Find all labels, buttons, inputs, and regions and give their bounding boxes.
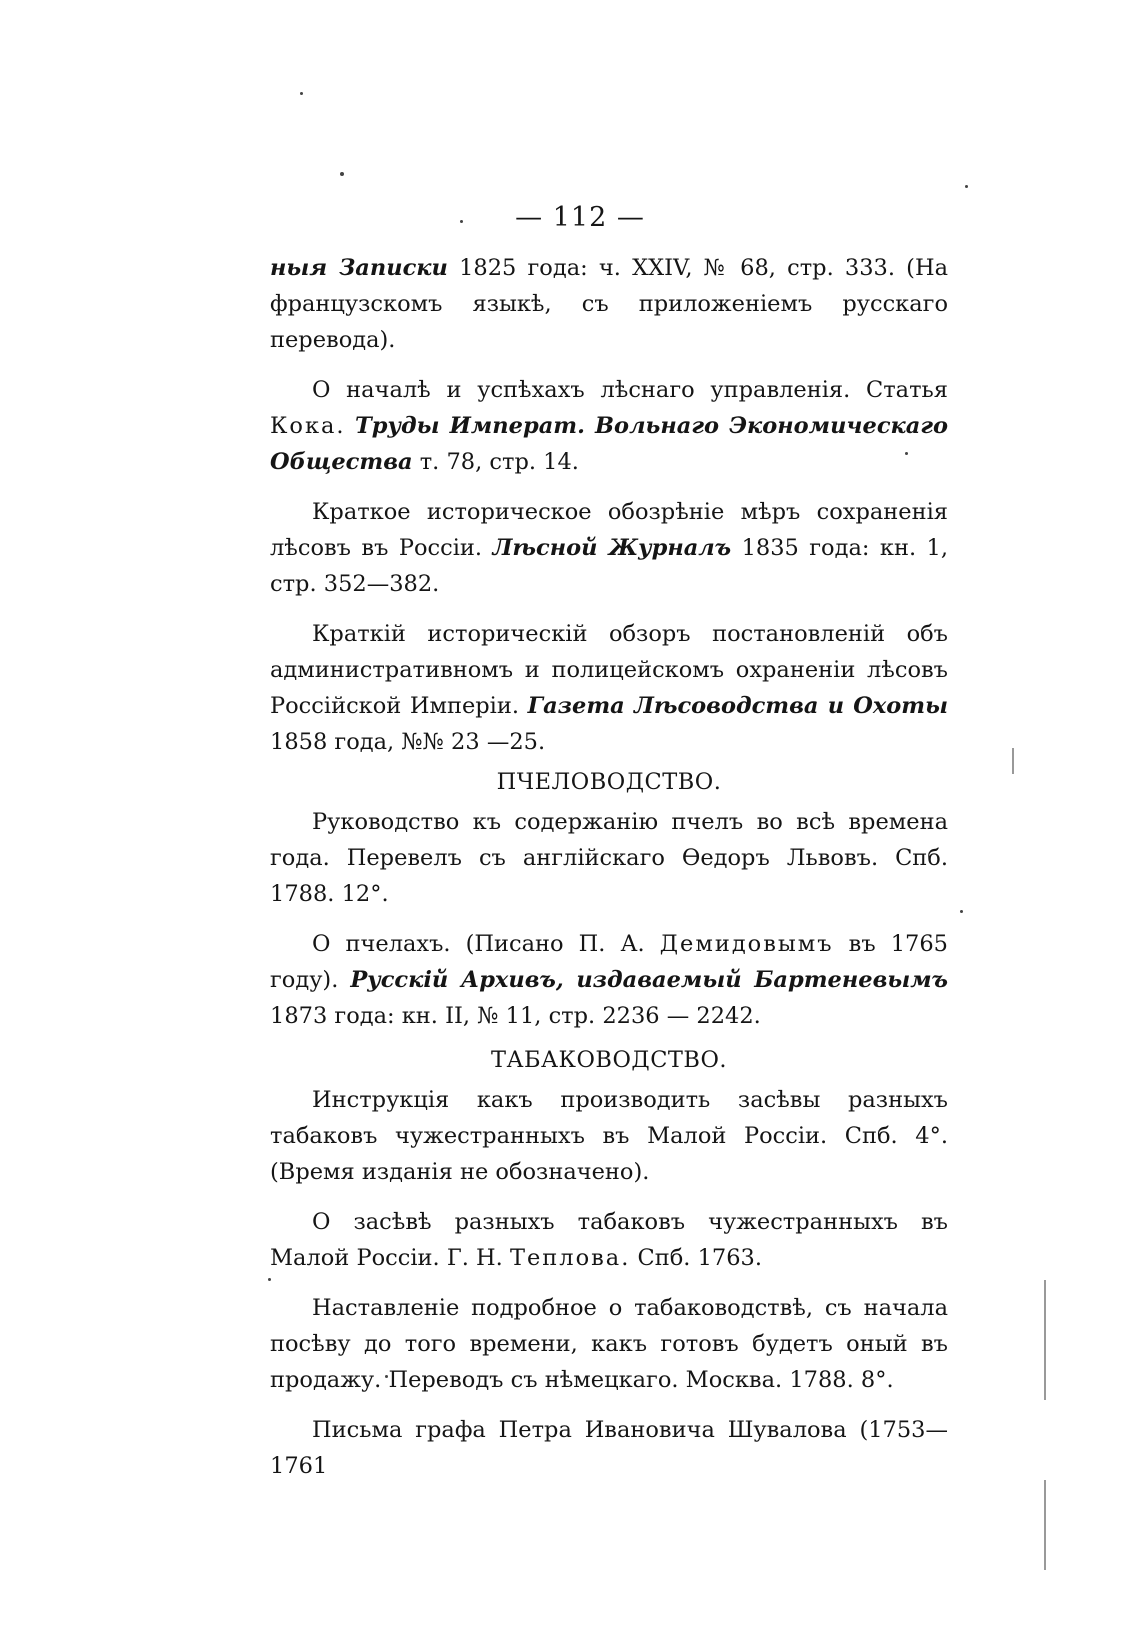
italic-title: ныя Записки	[270, 255, 448, 281]
bibliography-entry	[270, 616, 948, 760]
scan-edge-line	[1044, 1480, 1046, 1570]
entry-text: Кока.	[270, 413, 346, 439]
bibliography-entry	[270, 926, 948, 1034]
entry-text: т. 78, стр. 14.	[412, 449, 579, 475]
italic-title: Труды Императ. Вольнаго Экономическаго Общества	[270, 413, 949, 475]
bibliography-entry	[270, 494, 948, 602]
bibliography-entry	[270, 1412, 948, 1484]
entry-text: Теплова.	[509, 1245, 631, 1271]
entry-text: Руководство къ содержанію пчелъ во всѣ времена года. Перевелъ съ англійскаго Ѳедоръ Львовъ. Спб. 1788. 12°.	[270, 809, 948, 907]
entry-text: Спб. 1763.	[630, 1245, 762, 1271]
scan-speck	[460, 220, 463, 223]
bibliography-entry	[270, 1082, 948, 1190]
entry-text: 1873 года: кн. II, № 11, стр. 2236 — 2242.	[270, 1003, 761, 1029]
entry-text: въ 1765 году).	[270, 931, 948, 993]
entry-text: Краткое историческое обозрѣніе мѣръ сохраненія лѣсовъ въ Россіи.	[270, 499, 948, 561]
entry-text: Наставленіе подробное о табаководствѣ, съ начала посѣву до того времени, какъ готовъ будетъ оный въ продажу. Переводъ съ нѣмецкаго. Москва. 1788. 8°.	[270, 1295, 948, 1393]
italic-title: Русскій Архивъ, издаваемый Бартеневымъ	[350, 967, 949, 993]
bibliography-entry	[270, 804, 948, 912]
entry-text: 1858 года, №№ 23 —25.	[270, 729, 546, 755]
entry-text: О засѣвѣ разныхъ табаковъ чужестранныхъ въ Малой Россіи. Г. Н.	[270, 1209, 948, 1271]
scan-edge-line	[1012, 748, 1014, 774]
section-heading: ПЧЕЛОВОДСТВО.	[496, 769, 722, 795]
bibliography-entry	[270, 1290, 948, 1398]
continued-entry	[270, 250, 948, 358]
scan-speck	[300, 92, 303, 95]
entry-text	[346, 413, 355, 439]
bibliography-entry	[270, 1204, 948, 1276]
entry-text: Демидовымъ	[659, 931, 834, 957]
entry-text: Инструкція какъ производить засѣвы разныхъ табаковъ чужестранныхъ въ Малой Россіи. Спб. 4°. (Время изданія не обозначено).	[270, 1087, 948, 1185]
entry-text: 1835 года: кн. 1, стр. 352—382.	[270, 535, 948, 597]
bibliography-entry	[270, 372, 948, 480]
text-column	[270, 250, 948, 1484]
italic-title: Газета Лѣсоводства и Охоты	[527, 693, 948, 719]
scan-speck	[340, 172, 344, 176]
entry-text: О пчелахъ. (Писано П. А.	[312, 931, 660, 957]
scan-edge-line	[1044, 1280, 1046, 1400]
entry-text: Письма графа Петра Ивановича Шувалова (1753—1761	[270, 1417, 948, 1479]
entry-text: 1825 года: ч. XXIV, № 68, стр. 333. (На французскомъ языкѣ, съ приложеніемъ русскаго перевода).	[270, 255, 948, 353]
scan-speck	[960, 910, 963, 913]
entry-text: Краткій историческій обзоръ постановленій объ административномъ и полицейскомъ охраненіи лѣсовъ Россійской Имперіи.	[270, 621, 948, 719]
section-heading: ТАБАКОВОДСТВО.	[490, 1047, 728, 1073]
entry-text: О началѣ и успѣхахъ лѣснаго управленія. Статья	[312, 377, 948, 403]
scan-speck	[965, 185, 968, 188]
italic-title: Лѣсной Журналъ	[492, 535, 732, 561]
page-number: — 112 —	[515, 202, 645, 233]
